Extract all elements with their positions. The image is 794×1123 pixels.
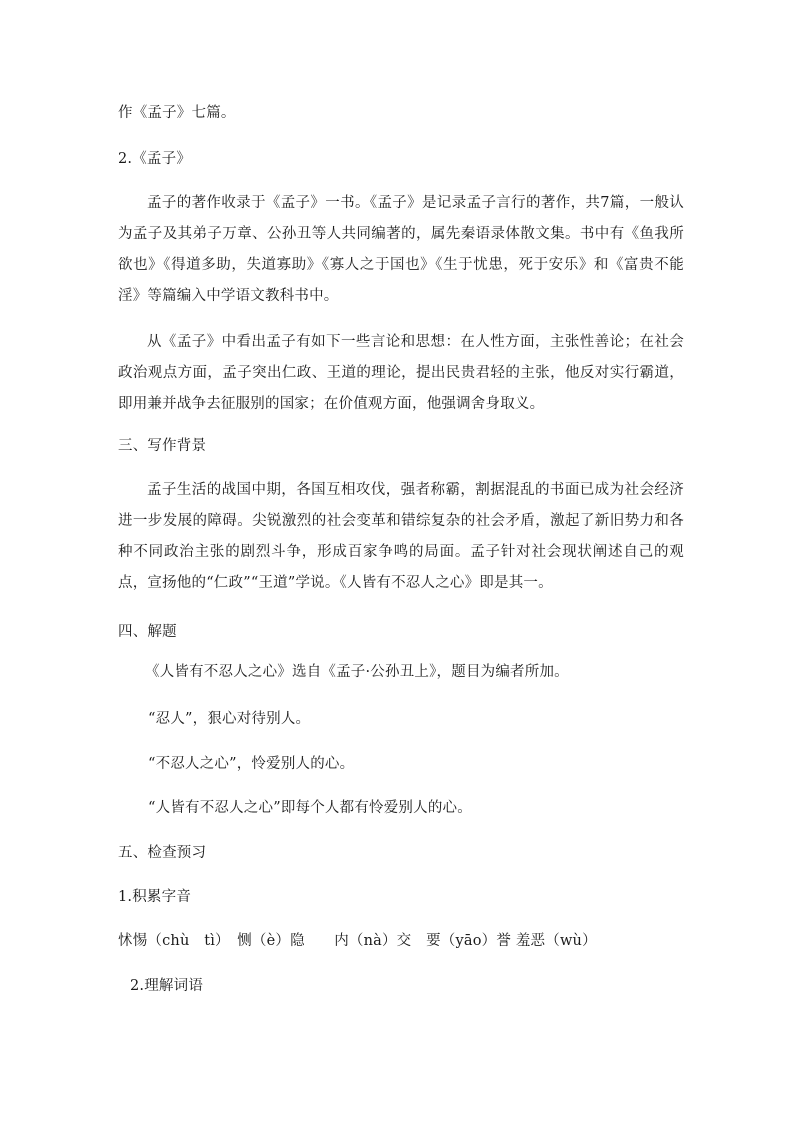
section-3-paragraph-1: 孟子生活的战国中期，各国互相攻伐，强者称霸，割据混乱的书面已成为社会经济进一步发展的障碍。尖锐激烈的社会变革和错综复杂的社会矛盾，激起了新旧势力和各种不同政治主张的剧烈斗争，形成百家争鸣的局面。孟子针对社会现状阐述自己的观点，宣扬他的“仁政”“王道”学说。《人皆有不忍人之心》即是其一。 (118, 482, 684, 591)
intro-tail-text: 作《孟子》七篇。 (118, 105, 236, 121)
section-4-line-1: 《人皆有不忍人之心》选自《孟子·公孙丑上》，题目为编者所加。 (145, 664, 569, 680)
section-5-heading: 五、检查预习 (118, 845, 207, 861)
section-2-heading: 2.《孟子》 (118, 151, 192, 167)
section-3-heading: 三、写作背景 (118, 438, 207, 454)
section-5-subheading-2: 2.理解词语 (130, 978, 204, 994)
section-5-subheading-1: 1.积累字音 (118, 889, 192, 905)
section-4-line-4: “人皆有不忍人之心”即每个人都有怜爱别人的心。 (148, 800, 472, 816)
section-4-line-3: “不忍人之心”，怜爱别人的心。 (148, 756, 355, 772)
section-4-heading: 四、解题 (118, 624, 177, 640)
section-2-paragraph-1: 孟子的著作收录于《孟子》一书。《孟子》是记录孟子言行的著作，共7篇，一般认为孟子及其弟子万章、公孙丑等人共同编著的，属先秦语录体散文集。书中有《鱼我所欲也》《得道多助，失道寡助》《寡人之于国也》《生于忧患，死于安乐》和《富贵不能淫》等篇编入中学语文教科书中。 (118, 195, 684, 304)
section-4-line-2: “忍人”，狠心对待别人。 (148, 711, 311, 727)
section-5-phonetics: 怵惕（chù tì） 恻（è）隐 内（nà）交 要（yāo）誉 羞恶（wù） (118, 933, 597, 949)
section-2-paragraph-2: 从《孟子》中看出孟子有如下一些言论和思想：在人性方面，主张性善论；在社会政治观点方面，孟子突出仁政、王道的理论，提出民贵君轻的主张，他反对实行霸道，即用兼并战争去征服别的国家；在价值观方面，他强调舍身取义。 (118, 334, 684, 412)
